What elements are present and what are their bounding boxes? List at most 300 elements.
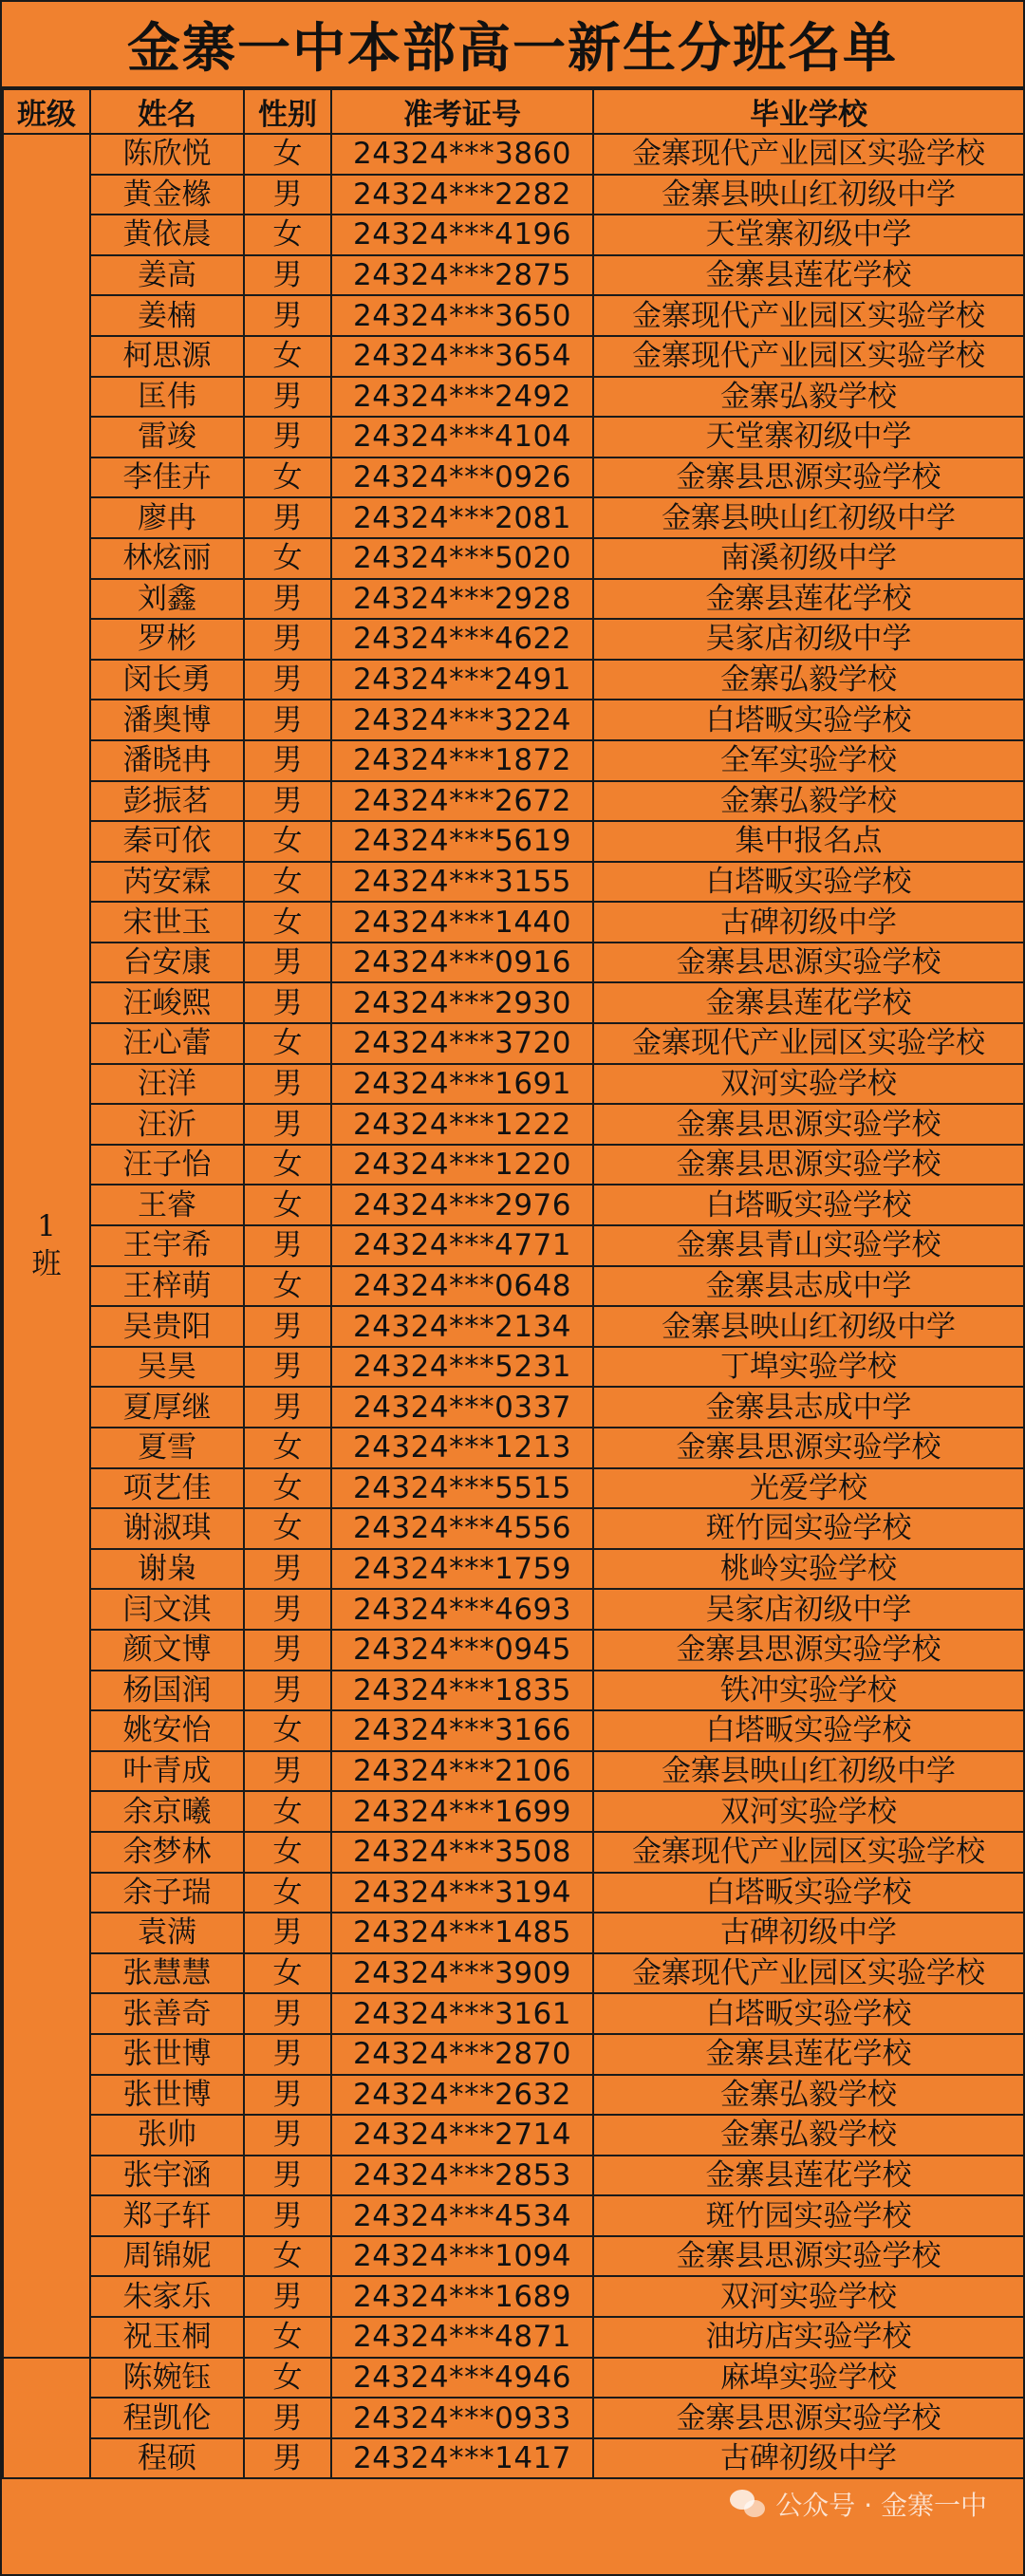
table-row	[3, 1710, 1024, 1751]
table-row	[3, 1832, 1024, 1873]
page-title: 金寨一中本部高一新生分班名单	[2, 2, 1023, 88]
student-exam-id: 24324***4771	[331, 1225, 593, 1266]
student-name: 雷竣	[90, 417, 244, 457]
table-row	[3, 1145, 1024, 1185]
student-school: 金寨弘毅学校	[593, 2115, 1024, 2156]
student-school: 金寨县思源实验学校	[593, 457, 1024, 498]
student-name: 陈婉钰	[90, 2358, 244, 2399]
student-exam-id: 24324***4196	[331, 215, 593, 255]
student-name: 张帅	[90, 2115, 244, 2156]
table-row	[3, 943, 1024, 983]
table-row	[3, 417, 1024, 457]
student-name: 汪洋	[90, 1064, 244, 1105]
table-row	[3, 902, 1024, 943]
student-school: 金寨县莲花学校	[593, 982, 1024, 1023]
student-school: 白塔畈实验学校	[593, 1185, 1024, 1225]
student-name: 台安康	[90, 943, 244, 983]
student-name: 叶青成	[90, 1751, 244, 1792]
table-row	[3, 1913, 1024, 1953]
student-name: 余子瑞	[90, 1873, 244, 1913]
table-row	[3, 862, 1024, 903]
student-gender: 女	[244, 457, 331, 498]
student-school: 金寨现代产业园区实验学校	[593, 336, 1024, 377]
student-school: 金寨县思源实验学校	[593, 1428, 1024, 1468]
table-row	[3, 1266, 1024, 1307]
student-school: 古碑初级中学	[593, 2438, 1024, 2479]
student-exam-id: 24324***3654	[331, 336, 593, 377]
student-gender: 男	[244, 1751, 331, 1792]
table-row	[3, 2276, 1024, 2317]
student-gender: 女	[244, 821, 331, 862]
table-row	[3, 1671, 1024, 1711]
student-name: 黄依晨	[90, 215, 244, 255]
student-name: 张宇涵	[90, 2156, 244, 2196]
student-name: 柯思源	[90, 336, 244, 377]
student-school: 油坊店实验学校	[593, 2317, 1024, 2358]
student-exam-id: 24324***2492	[331, 377, 593, 418]
student-school: 金寨县映山红初级中学	[593, 497, 1024, 538]
student-name: 吴贵阳	[90, 1306, 244, 1347]
table-row	[3, 1589, 1024, 1630]
table-row	[3, 1347, 1024, 1388]
table-row	[3, 821, 1024, 862]
table-row	[3, 2075, 1024, 2116]
student-school: 金寨现代产业园区实验学校	[593, 1953, 1024, 1994]
table-row	[3, 1185, 1024, 1225]
student-school: 金寨县映山红初级中学	[593, 175, 1024, 215]
table-row	[3, 377, 1024, 418]
student-gender: 女	[244, 1468, 331, 1509]
student-exam-id: 24324***1440	[331, 902, 593, 943]
student-name: 王梓萌	[90, 1266, 244, 1307]
student-name: 张慧慧	[90, 1953, 244, 1994]
student-exam-id: 24324***1691	[331, 1064, 593, 1105]
header-name: 姓名	[90, 89, 244, 134]
roster-table	[2, 88, 1025, 2479]
table-row	[3, 2398, 1024, 2438]
student-name: 朱家乐	[90, 2276, 244, 2317]
student-gender: 女	[244, 1428, 331, 1468]
student-exam-id: 24324***4104	[331, 417, 593, 457]
student-school: 古碑初级中学	[593, 902, 1024, 943]
student-gender: 男	[244, 1549, 331, 1590]
student-exam-id: 24324***5231	[331, 1347, 593, 1388]
header-row	[3, 89, 1024, 134]
student-exam-id: 24324***5020	[331, 538, 593, 579]
table-row	[3, 134, 1024, 175]
table-row	[3, 1104, 1024, 1145]
student-exam-id: 24324***3860	[331, 134, 593, 175]
student-gender: 男	[244, 781, 331, 822]
student-exam-id: 24324***0945	[331, 1630, 593, 1671]
student-gender: 女	[244, 862, 331, 903]
student-gender: 男	[244, 1306, 331, 1347]
student-school: 吴家店初级中学	[593, 1589, 1024, 1630]
student-name: 颜文博	[90, 1630, 244, 1671]
student-school: 集中报名点	[593, 821, 1024, 862]
table-row	[3, 2156, 1024, 2196]
student-exam-id: 24324***3224	[331, 700, 593, 740]
table-row	[3, 619, 1024, 660]
student-name: 程凯伦	[90, 2398, 244, 2438]
student-exam-id: 24324***4946	[331, 2358, 593, 2399]
table-row	[3, 2438, 1024, 2479]
student-gender: 男	[244, 175, 331, 215]
student-school: 双河实验学校	[593, 1064, 1024, 1105]
student-gender: 男	[244, 2115, 331, 2156]
student-school: 天堂寨初级中学	[593, 417, 1024, 457]
student-name: 余京曦	[90, 1791, 244, 1832]
student-exam-id: 24324***2976	[331, 1185, 593, 1225]
student-school: 吴家店初级中学	[593, 619, 1024, 660]
student-exam-id: 24324***1094	[331, 2236, 593, 2277]
table-row	[3, 1064, 1024, 1105]
student-name: 汪心蕾	[90, 1023, 244, 1064]
student-gender: 男	[244, 2156, 331, 2196]
watermark-text: 公众号 · 金寨一中	[775, 2490, 987, 2521]
student-name: 匡伟	[90, 377, 244, 418]
student-school: 丁埠实验学校	[593, 1347, 1024, 1388]
student-gender: 男	[244, 1671, 331, 1711]
student-exam-id: 24324***3909	[331, 1953, 593, 1994]
student-exam-id: 24324***5619	[331, 821, 593, 862]
table-row	[3, 2358, 1024, 2399]
student-name: 芮安霖	[90, 862, 244, 903]
student-gender: 男	[244, 1630, 331, 1671]
student-exam-id: 24324***2930	[331, 982, 593, 1023]
student-name: 周锦妮	[90, 2236, 244, 2277]
student-name: 廖冉	[90, 497, 244, 538]
student-name: 余梦林	[90, 1832, 244, 1873]
student-exam-id: 24324***3161	[331, 1993, 593, 2034]
student-school: 白塔畈实验学校	[593, 1710, 1024, 1751]
class-cell	[3, 2358, 90, 2479]
student-exam-id: 24324***2853	[331, 2156, 593, 2196]
table-row	[3, 1791, 1024, 1832]
student-school: 金寨现代产业园区实验学校	[593, 1023, 1024, 1064]
student-gender: 女	[244, 215, 331, 255]
student-exam-id: 24324***0648	[331, 1266, 593, 1307]
table-row	[3, 660, 1024, 700]
student-name: 闫文淇	[90, 1589, 244, 1630]
student-gender: 女	[244, 1832, 331, 1873]
student-school: 金寨县莲花学校	[593, 2156, 1024, 2196]
student-gender: 男	[244, 1225, 331, 1266]
student-name: 潘奥博	[90, 700, 244, 740]
table-row	[3, 1225, 1024, 1266]
student-gender: 男	[244, 1913, 331, 1953]
student-name: 姜高	[90, 255, 244, 296]
student-school: 金寨县思源实验学校	[593, 943, 1024, 983]
student-gender: 女	[244, 134, 331, 175]
table-row	[3, 2317, 1024, 2358]
student-exam-id: 24324***2714	[331, 2115, 593, 2156]
table-row	[3, 579, 1024, 620]
student-gender: 女	[244, 1508, 331, 1549]
student-exam-id: 24324***5515	[331, 1468, 593, 1509]
student-exam-id: 24324***4622	[331, 619, 593, 660]
table-row	[3, 175, 1024, 215]
student-exam-id: 24324***2282	[331, 175, 593, 215]
class-suffix: 班	[31, 1247, 62, 1282]
table-row	[3, 2034, 1024, 2075]
student-school: 双河实验学校	[593, 2276, 1024, 2317]
student-exam-id: 24324***1222	[331, 1104, 593, 1145]
wechat-icon	[730, 2490, 768, 2518]
student-gender: 男	[244, 2398, 331, 2438]
table-row	[3, 497, 1024, 538]
student-gender: 女	[244, 1791, 331, 1832]
student-gender: 女	[244, 1266, 331, 1307]
student-name: 刘鑫	[90, 579, 244, 620]
student-name: 项艺佳	[90, 1468, 244, 1509]
student-school: 金寨县思源实验学校	[593, 1630, 1024, 1671]
student-exam-id: 24324***3650	[331, 295, 593, 336]
student-exam-id: 24324***2928	[331, 579, 593, 620]
student-exam-id: 24324***0926	[331, 457, 593, 498]
student-school: 桃岭实验学校	[593, 1549, 1024, 1590]
student-name: 罗彬	[90, 619, 244, 660]
student-school: 金寨现代产业园区实验学校	[593, 295, 1024, 336]
roster-body	[3, 134, 1024, 2478]
table-row	[3, 1023, 1024, 1064]
student-exam-id: 24324***2672	[331, 781, 593, 822]
watermark	[730, 2485, 987, 2523]
student-school: 金寨县志成中学	[593, 1387, 1024, 1428]
student-school: 全军实验学校	[593, 740, 1024, 781]
header-school: 毕业学校	[593, 89, 1024, 134]
class-number: 1	[37, 1209, 56, 1244]
student-name: 姚安怡	[90, 1710, 244, 1751]
student-name: 潘晓冉	[90, 740, 244, 781]
student-name: 汪峻熙	[90, 982, 244, 1023]
student-school: 古碑初级中学	[593, 1913, 1024, 1953]
student-school: 双河实验学校	[593, 1791, 1024, 1832]
table-row	[3, 2236, 1024, 2277]
table-row	[3, 2195, 1024, 2236]
student-name: 汪子怡	[90, 1145, 244, 1185]
student-exam-id: 24324***1699	[331, 1791, 593, 1832]
student-exam-id: 24324***4693	[331, 1589, 593, 1630]
student-name: 祝玉桐	[90, 2317, 244, 2358]
student-gender: 女	[244, 1023, 331, 1064]
student-name: 谢枭	[90, 1549, 244, 1590]
student-gender: 女	[244, 2317, 331, 2358]
table-row	[3, 1428, 1024, 1468]
student-school: 白塔畈实验学校	[593, 1873, 1024, 1913]
student-gender: 男	[244, 2438, 331, 2479]
student-gender: 男	[244, 2276, 331, 2317]
student-gender: 男	[244, 982, 331, 1023]
student-gender: 男	[244, 2195, 331, 2236]
student-school: 金寨县志成中学	[593, 1266, 1024, 1307]
student-name: 杨国润	[90, 1671, 244, 1711]
student-name: 吴昊	[90, 1347, 244, 1388]
student-school: 金寨弘毅学校	[593, 660, 1024, 700]
student-exam-id: 24324***1835	[331, 1671, 593, 1711]
student-exam-id: 24324***3155	[331, 862, 593, 903]
table-row	[3, 1751, 1024, 1792]
student-gender: 男	[244, 255, 331, 296]
student-gender: 男	[244, 1347, 331, 1388]
student-school: 金寨县莲花学校	[593, 579, 1024, 620]
table-row	[3, 1630, 1024, 1671]
student-gender: 女	[244, 2236, 331, 2277]
student-school: 斑竹园实验学校	[593, 2195, 1024, 2236]
student-name: 王宇希	[90, 1225, 244, 1266]
student-name: 黄金橼	[90, 175, 244, 215]
student-gender: 女	[244, 2358, 331, 2399]
table-row	[3, 700, 1024, 740]
student-school: 金寨弘毅学校	[593, 781, 1024, 822]
student-gender: 女	[244, 1185, 331, 1225]
student-exam-id: 24324***2081	[331, 497, 593, 538]
student-gender: 男	[244, 295, 331, 336]
table-row	[3, 1953, 1024, 1994]
student-name: 宋世玉	[90, 902, 244, 943]
table-row	[3, 1508, 1024, 1549]
student-exam-id: 24324***1759	[331, 1549, 593, 1590]
student-school: 光爱学校	[593, 1468, 1024, 1509]
student-gender: 男	[244, 417, 331, 457]
student-name: 闵长勇	[90, 660, 244, 700]
student-exam-id: 24324***1220	[331, 1145, 593, 1185]
table-row	[3, 1306, 1024, 1347]
student-school: 白塔畈实验学校	[593, 862, 1024, 903]
header-class: 班级	[3, 89, 90, 134]
student-gender: 男	[244, 1589, 331, 1630]
student-gender: 男	[244, 1104, 331, 1145]
student-name: 彭振茗	[90, 781, 244, 822]
table-row	[3, 1468, 1024, 1509]
student-name: 袁满	[90, 1913, 244, 1953]
student-name: 郑子轩	[90, 2195, 244, 2236]
student-name: 夏厚继	[90, 1387, 244, 1428]
student-exam-id: 24324***2870	[331, 2034, 593, 2075]
student-school: 金寨县思源实验学校	[593, 2398, 1024, 2438]
student-school: 白塔畈实验学校	[593, 700, 1024, 740]
student-name: 张世博	[90, 2075, 244, 2116]
student-gender: 男	[244, 579, 331, 620]
student-exam-id: 24324***1872	[331, 740, 593, 781]
student-exam-id: 24324***4871	[331, 2317, 593, 2358]
student-school: 南溪初级中学	[593, 538, 1024, 579]
student-name: 程硕	[90, 2438, 244, 2479]
student-name: 张善奇	[90, 1993, 244, 2034]
student-name: 王睿	[90, 1185, 244, 1225]
student-school: 斑竹园实验学校	[593, 1508, 1024, 1549]
student-name: 夏雪	[90, 1428, 244, 1468]
student-exam-id: 24324***2106	[331, 1751, 593, 1792]
table-row	[3, 1387, 1024, 1428]
student-school: 金寨县映山红初级中学	[593, 1751, 1024, 1792]
student-school: 白塔畈实验学校	[593, 1993, 1024, 2034]
student-name: 林炫丽	[90, 538, 244, 579]
student-gender: 男	[244, 1064, 331, 1105]
class-cell	[3, 134, 90, 2358]
student-school: 金寨县映山红初级中学	[593, 1306, 1024, 1347]
student-exam-id: 24324***0337	[331, 1387, 593, 1428]
student-exam-id: 24324***0916	[331, 943, 593, 983]
student-exam-id: 24324***1417	[331, 2438, 593, 2479]
student-gender: 男	[244, 2075, 331, 2116]
student-exam-id: 24324***3720	[331, 1023, 593, 1064]
student-exam-id: 24324***0933	[331, 2398, 593, 2438]
table-row	[3, 336, 1024, 377]
student-school: 金寨县莲花学校	[593, 2034, 1024, 2075]
student-exam-id: 24324***3508	[331, 1832, 593, 1873]
student-gender: 女	[244, 1953, 331, 1994]
student-gender: 男	[244, 497, 331, 538]
student-exam-id: 24324***2134	[331, 1306, 593, 1347]
student-exam-id: 24324***2875	[331, 255, 593, 296]
student-school: 麻埠实验学校	[593, 2358, 1024, 2399]
student-exam-id: 24324***2632	[331, 2075, 593, 2116]
table-row	[3, 457, 1024, 498]
student-school: 铁冲实验学校	[593, 1671, 1024, 1711]
student-school: 天堂寨初级中学	[593, 215, 1024, 255]
student-name: 秦可依	[90, 821, 244, 862]
student-gender: 男	[244, 740, 331, 781]
table-row	[3, 2115, 1024, 2156]
student-gender: 男	[244, 700, 331, 740]
student-school: 金寨弘毅学校	[593, 377, 1024, 418]
table-row	[3, 982, 1024, 1023]
student-name: 陈欣悦	[90, 134, 244, 175]
student-gender: 男	[244, 1993, 331, 2034]
student-name: 汪沂	[90, 1104, 244, 1145]
student-exam-id: 24324***1689	[331, 2276, 593, 2317]
student-school: 金寨弘毅学校	[593, 2075, 1024, 2116]
student-gender: 男	[244, 943, 331, 983]
student-school: 金寨现代产业园区实验学校	[593, 1832, 1024, 1873]
header-gender: 性别	[244, 89, 331, 134]
student-exam-id: 24324***1213	[331, 1428, 593, 1468]
table-row	[3, 781, 1024, 822]
student-name: 李佳卉	[90, 457, 244, 498]
student-gender: 男	[244, 377, 331, 418]
student-school: 金寨县莲花学校	[593, 255, 1024, 296]
student-gender: 男	[244, 1387, 331, 1428]
table-row	[3, 1993, 1024, 2034]
table-row	[3, 255, 1024, 296]
table-row	[3, 740, 1024, 781]
student-gender: 女	[244, 1145, 331, 1185]
student-school: 金寨县思源实验学校	[593, 1145, 1024, 1185]
table-row	[3, 215, 1024, 255]
student-gender: 女	[244, 1710, 331, 1751]
student-exam-id: 24324***3194	[331, 1873, 593, 1913]
student-school: 金寨现代产业园区实验学校	[593, 134, 1024, 175]
student-exam-id: 24324***4556	[331, 1508, 593, 1549]
student-school: 金寨县思源实验学校	[593, 1104, 1024, 1145]
student-school: 金寨县青山实验学校	[593, 1225, 1024, 1266]
student-exam-id: 24324***4534	[331, 2195, 593, 2236]
student-exam-id: 24324***2491	[331, 660, 593, 700]
table-row	[3, 1873, 1024, 1913]
student-name: 姜楠	[90, 295, 244, 336]
student-school: 金寨县思源实验学校	[593, 2236, 1024, 2277]
student-gender: 女	[244, 902, 331, 943]
student-gender: 女	[244, 1873, 331, 1913]
student-gender: 男	[244, 619, 331, 660]
student-exam-id: 24324***3166	[331, 1710, 593, 1751]
student-name: 谢淑琪	[90, 1508, 244, 1549]
student-exam-id: 24324***1485	[331, 1913, 593, 1953]
table-row	[3, 538, 1024, 579]
student-gender: 男	[244, 2034, 331, 2075]
student-name: 张世博	[90, 2034, 244, 2075]
